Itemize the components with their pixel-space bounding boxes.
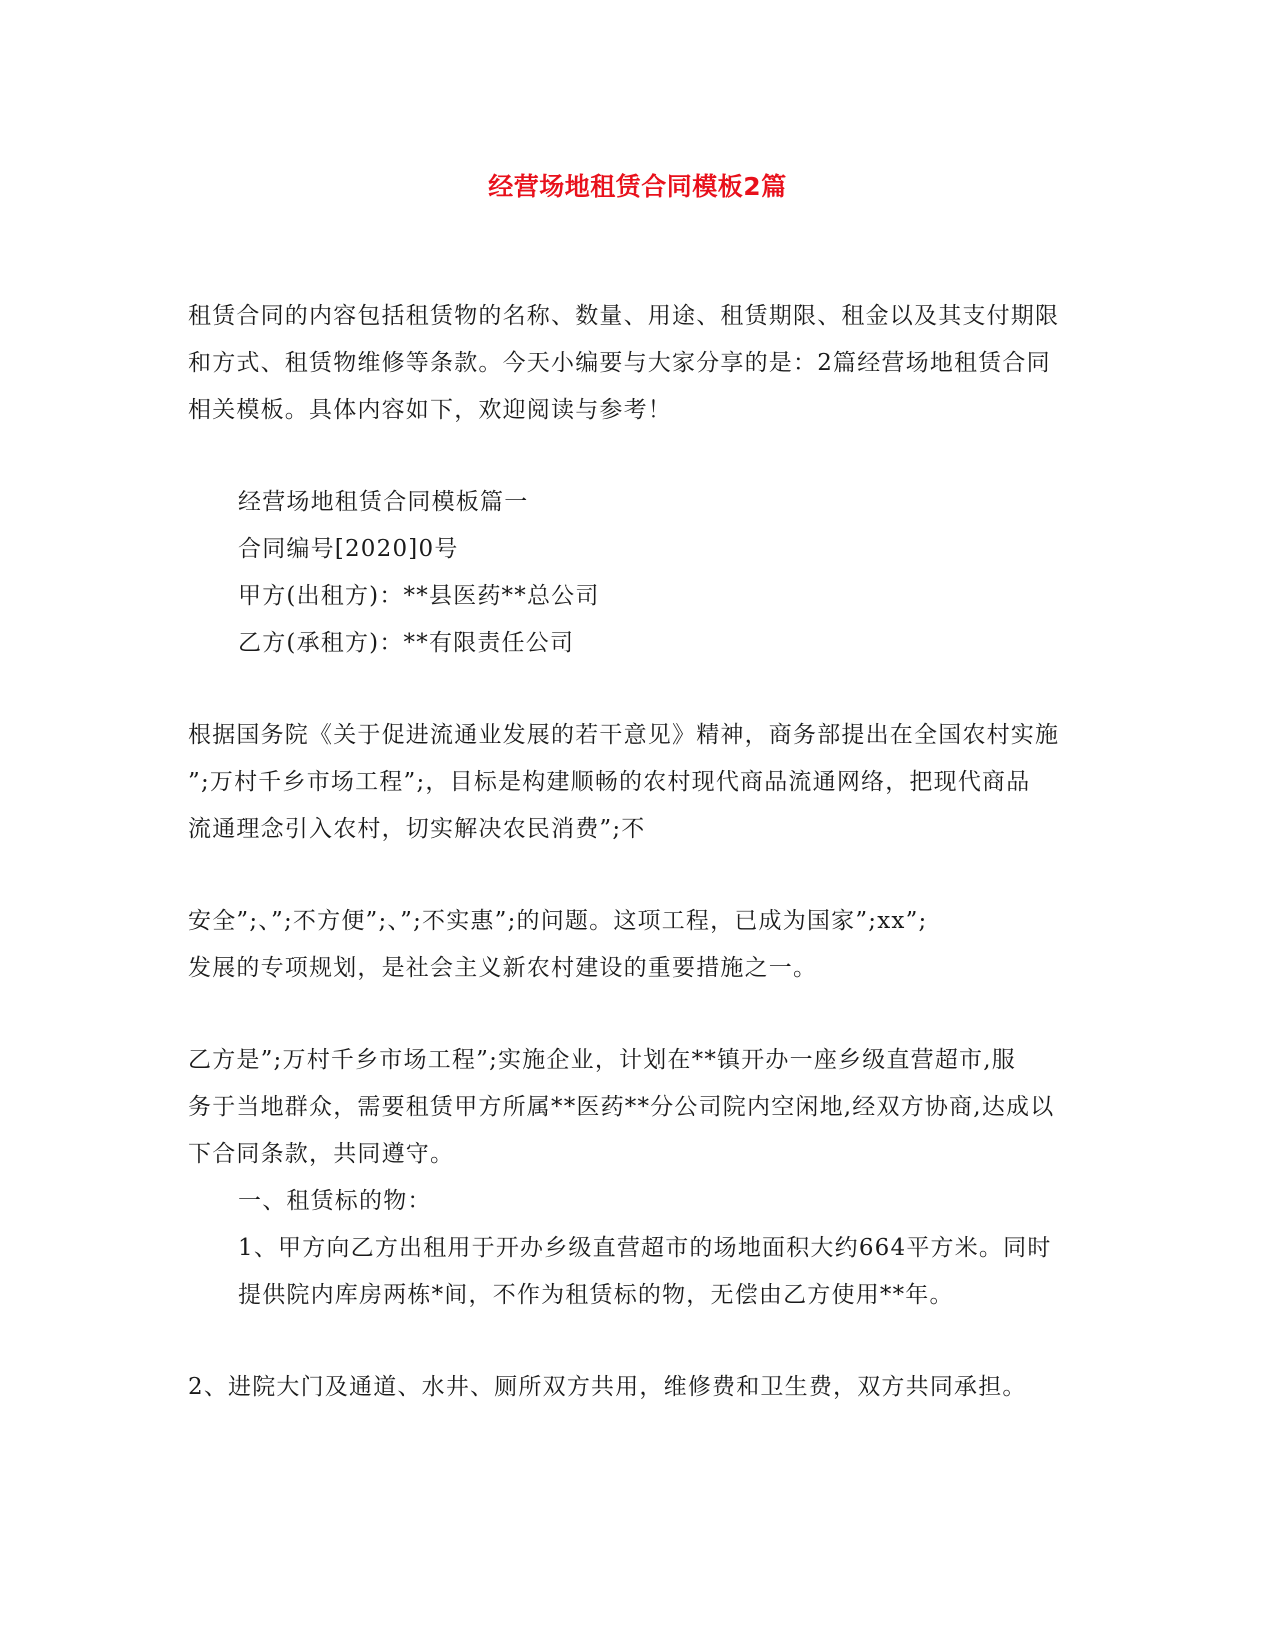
item-2: 2、进院大门及通道、水井、厕所双方共用，维修费和卫生费，双方共同承担。 — [188, 1374, 1027, 1400]
item-1-line-1: 1、甲方向乙方出租用于开办乡级直营超市的场地面积大约664平方米。同时 — [238, 1235, 1052, 1261]
basis-line-3: 流通理念引入农村，切实解决农民消费”;不 — [188, 816, 646, 842]
basis-line-2: ”;万村千乡市场工程”;，目标是构建顺畅的农村现代商品流通网络，把现代商品 — [188, 769, 1031, 795]
template-heading: 经营场地租赁合同模板篇一 — [238, 489, 529, 515]
party-b-para-line-2: 务于当地群众，需要租赁甲方所属**医药**分公司院内空闲地,经双方协商,达成以 — [188, 1094, 1055, 1120]
party-b: 乙方(承租方)：**有限责任公司 — [238, 630, 575, 656]
party-b-para-line-3: 下合同条款，共同遵守。 — [188, 1141, 455, 1167]
intro-line-3: 相关模板。具体内容如下，欢迎阅读与参考！ — [188, 397, 672, 423]
item-1-line-2: 提供院内库房两栋*间，不作为租赁标的物，无偿由乙方使用**年。 — [238, 1282, 954, 1308]
safety-line-1: 安全”;、”;不方便”;、”;不实惠”;的问题。这项工程，已成为国家”;xx”; — [188, 908, 928, 934]
intro-line-2: 和方式、租赁物维修等条款。今天小编要与大家分享的是：2篇经营场地租赁合同 — [188, 350, 1051, 376]
contract-number: 合同编号[2020]0号 — [238, 536, 459, 562]
intro-line-1: 租赁合同的内容包括租赁物的名称、数量、用途、租赁期限、租金以及其支付期限 — [188, 303, 1060, 329]
section-1-heading: 一、租赁标的物： — [238, 1188, 432, 1214]
party-b-para-line-1: 乙方是”;万村千乡市场工程”;实施企业，计划在**镇开办一座乡级直营超市,服 — [188, 1047, 1016, 1073]
safety-line-2: 发展的专项规划，是社会主义新农村建设的重要措施之一。 — [188, 955, 818, 981]
basis-line-1: 根据国务院《关于促进流通业发展的若干意见》精神，商务部提出在全国农村实施 — [188, 722, 1060, 748]
document-title: 经营场地租赁合同模板2篇 — [488, 172, 787, 201]
party-a: 甲方(出租方)：**县医药**总公司 — [238, 583, 600, 609]
